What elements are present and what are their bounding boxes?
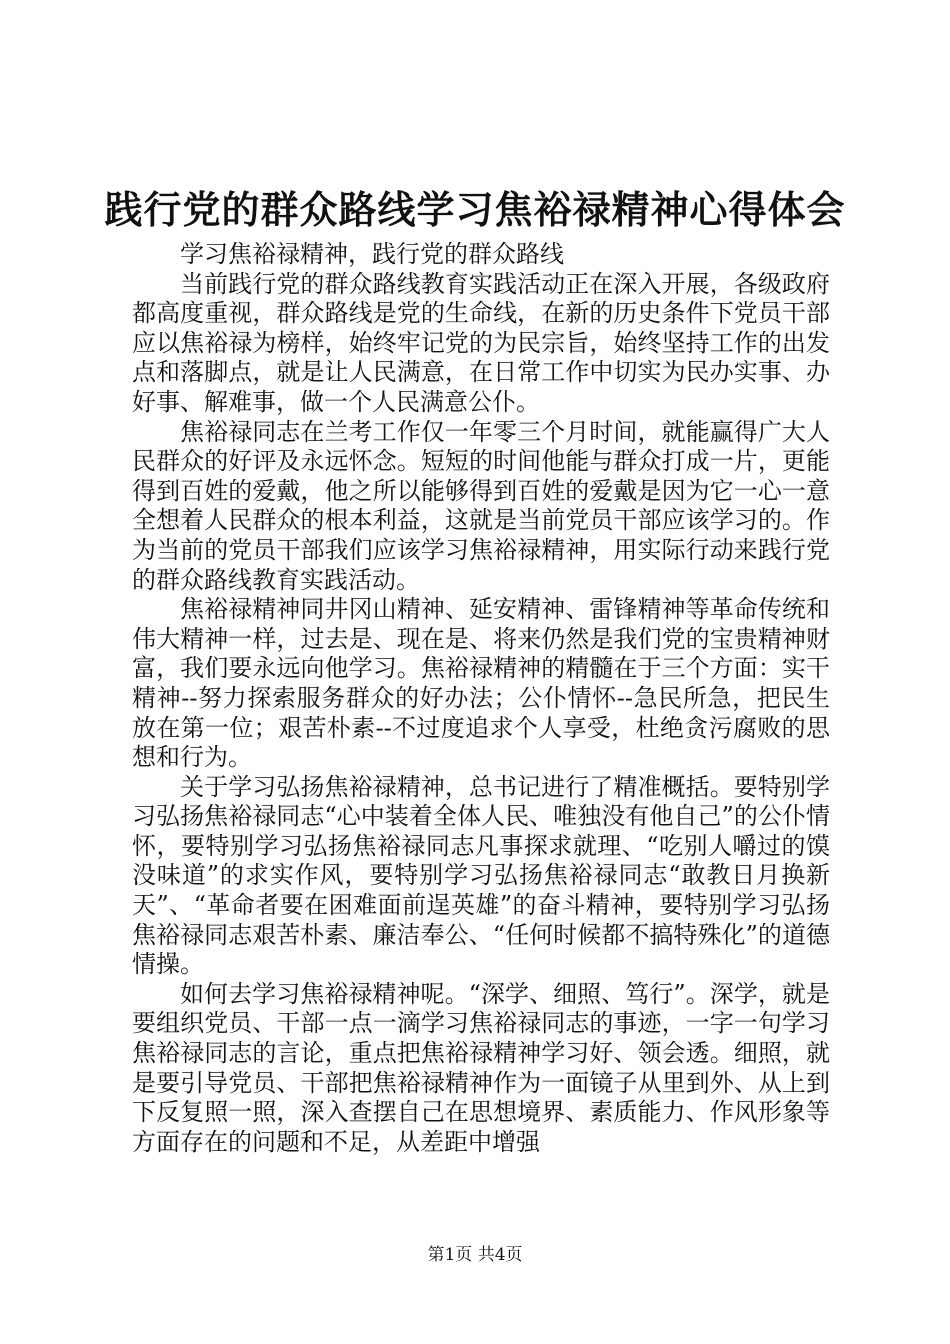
paragraph-subtitle: 学习焦裕禄精神，践行党的群众路线 xyxy=(180,240,564,268)
paragraph-5: 如何去学习焦裕禄精神呢。“深学、细照、笃行”。深学，就是要组织党员、干部一点一滴学习焦裕禄同志的事迹，一字一句学习焦裕禄同志的言论，重点把焦裕禄精神学习好、领会透。细照，就是要引导党员、干部把焦裕禄精神作为一面镜子从里到外、从上到下反复照一照，深入查摆自己在思想境界、素质能力、作风形象等方面存在的问题和不足，从差距中增强 xyxy=(132,979,830,1156)
paragraph-4: 关于学习弘扬焦裕禄精神，总书记进行了精准概括。要特别学习弘扬焦裕禄同志“心中装着全体人民、唯独没有他自己”的公仆情怀，要特别学习弘扬焦裕禄同志凡事探求就理、“吃别人嚼过的馍没味道”的求实作风，要特别学习弘扬焦裕禄同志“敢教日月换新天”、“革命者要在困难面前逞英雄”的奋斗精神，要特别学习弘扬焦裕禄同志艰苦朴素、廉洁奉公、“任何时候都不搞特殊化”的道德情操。 xyxy=(132,772,830,979)
paragraph-1: 当前践行党的群众路线教育实践活动正在深入开展，各级政府都高度重视，群众路线是党的生命线，在新的历史条件下党员干部应以焦裕禄为榜样，始终牢记党的为民宗旨，始终坚持工作的出发点和落脚点，就是让人民满意，在日常工作中切实为民办实事、办好事、解难事，做一个人民满意公仆。 xyxy=(132,269,830,416)
document-title: 践行党的群众路线学习焦裕禄精神心得体会 xyxy=(104,187,846,232)
paragraph-3: 焦裕禄精神同井冈山精神、延安精神、雷锋精神等革命传统和伟大精神一样，过去是、现在是、将来仍然是我们党的宝贵精神财富，我们要永远向他学习。焦裕禄精神的精髓在于三个方面：实干精神--努力探索服务群众的好办法；公仆情怀--急民所急，把民生放在第一位；艰苦朴素--不过度追求个人享受，杜绝贪污腐败的思想和行为。 xyxy=(132,595,830,772)
page-number-footer: 第1页 共4页 xyxy=(427,1245,523,1265)
document-body xyxy=(132,240,830,1157)
paragraph-2: 焦裕禄同志在兰考工作仅一年零三个月时间，就能赢得广大人民群众的好评及永远怀念。短短的时间他能与群众打成一片，更能得到百姓的爱戴，他之所以能够得到百姓的爱戴是因为它一心一意全想着人民群众的根本利益，这就是当前党员干部应该学习的。作为当前的党员干部我们应该学习焦裕禄精神，用实际行动来践行党的群众路线教育实践活动。 xyxy=(132,417,830,594)
